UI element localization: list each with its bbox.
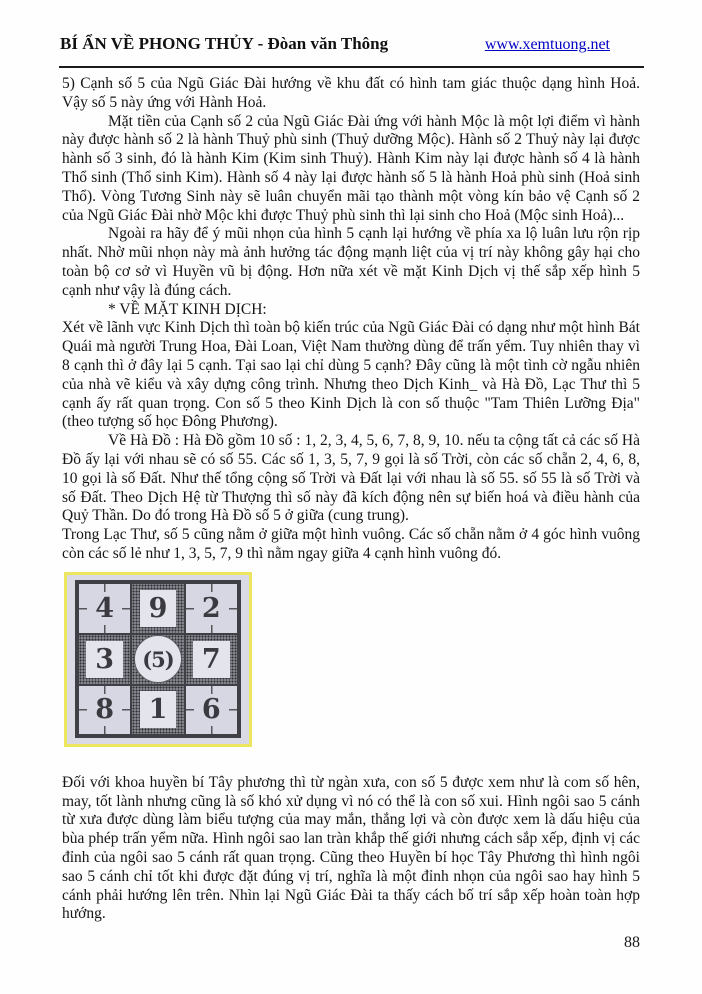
- loshu-cell-8: 8: [79, 686, 130, 735]
- paragraph-pentagon-point: Ngoài ra hãy để ý mũi nhọn của hình 5 cạnh lại hướng về phía xa lộ luân lưu rộn rịp nhất. Nhờ mũi nhọn này mà ảnh hưởng tác động mạnh liệt của vị trí này không gây hại cho toàn bộ cơ sở vì Huyền vũ bị động. Hơn nữa xét về mặt Kinh Dịch vị thế sắp xếp hình 5 cạnh như vậy là đúng cách.: [62, 225, 640, 299]
- paragraph-ha-do: Về Hà Đồ : Hà Đồ gồm 10 số : 1, 2, 3, 4, 5, 6, 7, 8, 9, 10. nếu ta cộng tất cả các số Hà Đồ ấy lại với nhau sẽ có số 55. Các số 1, 3, 5, 7, 9 gọi là số Trời, còn các số chẵn 2, 4, 6, 8, 10 gọi là số Đất. Như thế tổng cộng số Trời và Đất lại với nhau là số 55. số 55 là số Trời và số Đất. Theo Dịch Hệ từ Thượng thì số này đã kích động nên sự biến hoá và điều hành của Quỷ Thần. Do đó trong Hà Đồ số 5 ở giữa (cung trung).: [62, 432, 640, 525]
- paragraph-side2-cycle: Mặt tiền của Cạnh số 2 của Ngũ Giác Đài ứng với hành Mộc là một lợi điểm vì hành này được hành số 2 là hành Thuỷ phù sinh (Thuỷ dưỡng Mộc). Hành số 2 Thuỷ này lại được hành số 3 sinh, đó là hành Kim (Kim sinh Thuỷ). Hành Kim này lại được hành số 4 là hành Thổ sinh (Thổ sinh Kim). Hành số 4 này lại được hành số 5 là hành Hoả phù sinh (Hoả sinh Thổ). Vòng Tương Sinh này sẽ luân chuyển mãi tạo thành một vòng kín bảo vệ Cạnh số 2 của Ngũ Giác Đài nhờ Mộc khi được Thuỷ phù sinh thì lại sinh cho Hoả (Mộc sinh Hoả)...: [62, 112, 640, 224]
- loshu-cell-1: 1: [132, 686, 183, 735]
- page-number: 88: [624, 934, 640, 951]
- body-text: [62, 75, 640, 924]
- loshu-cell-5-center: [132, 635, 183, 684]
- loshu-cell-4: 4: [79, 584, 130, 633]
- paragraph-lac-thu: Trong Lạc Thư, số 5 cũng nằm ở giữa một hình vuông. Các số chẵn nằm ở 4 góc hình vuông còn các số lẻ như 1, 3, 5, 7, 9 thì nằm ngay giữa 4 cạnh hình vuông đó.: [62, 526, 640, 562]
- loshu-magic-square-image: [64, 572, 252, 747]
- loshu-cell-3: 3: [79, 635, 130, 684]
- paragraph-bat-quai: Xét về lãnh vực Kinh Dịch thì toàn bộ kiến trúc của Ngũ Giác Đài có dạng như một hình Bát Quái mà người Trung Hoa, Đài Loan, Việt Nam thường dùng để trấn yểm. Tuy nhiên thay vì 8 cạnh thì ở đây lại 5 cạnh. Tại sao lại chỉ dùng 5 cạnh? Đây cũng là một tình cờ ngẫu nhiên của nhà vẽ kiểu và xây dựng công trình. Nhưng theo Dịch Kinh_ và Hà Đồ, Lạc Thư thì 5 cạnh ấy rất quan trọng. Con số 5 theo Kinh Dịch là con số thuộc "Tam Thiên Lưỡng Địa" (theo tượng số học Đông Phương).: [62, 319, 640, 431]
- loshu-cell-9: 9: [132, 584, 183, 633]
- section-heading-kinh-dich: * VỀ MẶT KINH DỊCH:: [108, 300, 267, 318]
- header-divider: [59, 66, 644, 68]
- loshu-cell-2: 2: [186, 584, 237, 633]
- paragraph-pentagon-side5: 5) Cạnh số 5 của Ngũ Giác Đài hướng về khu đất có hình tam giác thuộc dạng hình Hoả. Vậy số 5 này ứng với Hành Hoả.: [62, 75, 640, 111]
- header-website-link[interactable]: www.xemtuong.net: [484, 36, 610, 53]
- page-header: [60, 34, 644, 54]
- loshu-cell-6: 6: [186, 686, 237, 735]
- center-circle: (5): [134, 635, 182, 683]
- loshu-grid: [75, 580, 241, 738]
- loshu-cell-7: 7: [186, 635, 237, 684]
- header-title: BÍ ẨN VỀ PHONG THỦY - Đòan văn Thông: [60, 34, 389, 53]
- paragraph-western-occult: Đối với khoa huyền bí Tây phương thì từ ngàn xưa, con số 5 được xem như là com số hên, may, tốt lành nhưng cũng là số khó xử dụng vì nó có thể là con số xui. Hình ngôi sao 5 cánh từ xưa được dùng làm biểu tượng của may mắn, thắng lợi và còn được xem là dấu hiệu của bùa phép trấn yểm nữa. Hình ngôi sao lan tràn khắp thế giới nhưng cách sắp xếp, định vị các đỉnh của ngôi sao 5 cánh rất quan trọng. Cũng theo Huyền bí học Tây Phương thì hình ngôi sao 5 cánh chỉ tốt khi được đặt đúng vị trí, nghĩa là một đỉnh nhọn của ngôi sao hay hình 5 cánh phải hướng lên trên. Nhìn lại Ngũ Giác Đài ta thấy cách bố trí sắp xếp hoàn toàn hợp hướng.: [62, 773, 640, 923]
